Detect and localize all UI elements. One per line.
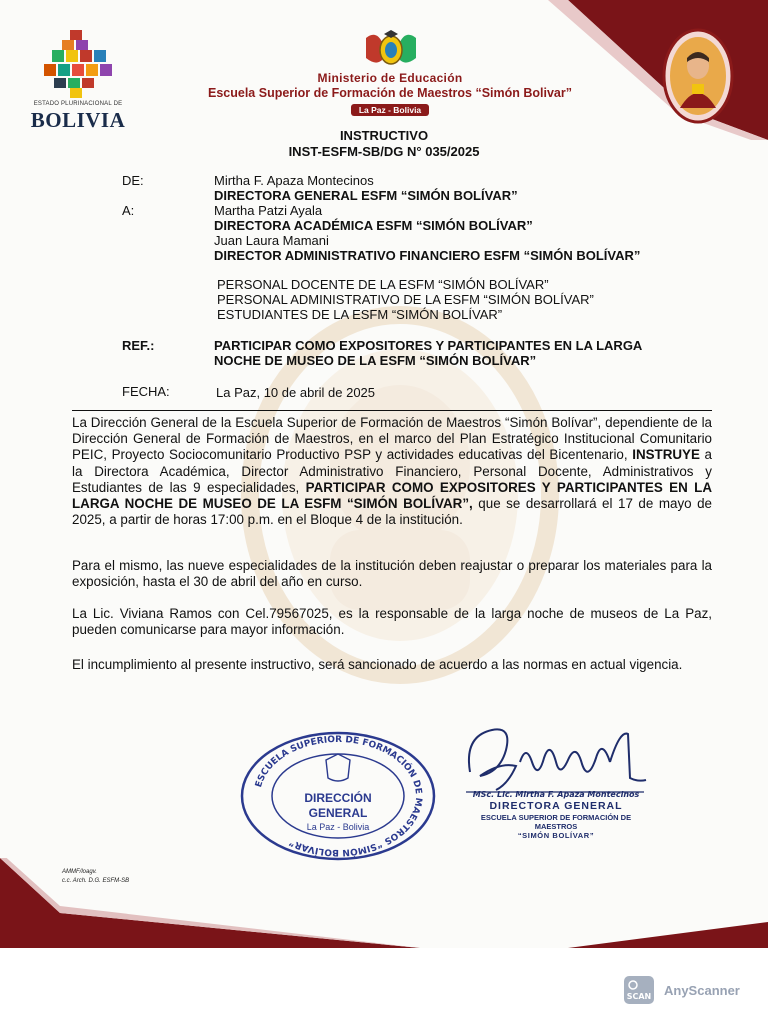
a-group-3: ESTUDIANTES DE LA ESFM “SIMÓN BOLÍVAR” [217,307,503,322]
document-title: INSTRUCTIVO [339,128,429,143]
a-role-1: DIRECTORA ACADÉMICA ESFM “SIMÓN BOLÍVAR” [214,218,533,233]
signer-name: MSc. Lic. Mirtha F. Apaza Montecinos [472,790,640,799]
body-paragraph-2: Para el mismo, las nueve especialidades de la institución deben reajustar o preparar los materiales para la exposición, hasta el 30 de abril del año en curso. [72,558,712,590]
a-group-1: PERSONAL DOCENTE DE LA ESFM “SIMÓN BOLÍVAR” [217,277,549,292]
p1-details: que se desarrollará el 17 de mayo de 2025, a partir de horas 17:00 p.m. en el Bloque 4 de la institución. [72,496,712,528]
signer-role: DIRECTORA GENERAL [489,800,623,812]
ref-label: REF.: [122,338,155,353]
signer-org-2: “SIMÓN BOLÍVAR” [517,831,595,840]
footnote-initials: AMMF/loagv. [62,869,97,875]
p1-intro: La Dirección General de la Escuela Superior de Formación de Maestros “Simón Bolívar”, dependiente de la Dirección General de Formación de Maestros, en el marco del Plan Estratégico Institucional Comunitario PEIC, Proyecto Sociocomunitario Productivo PSP y actividades educativas del Bicentenario, [72,415,712,463]
direccion-general-stamp [238,730,438,862]
simon-bolivar-portrait-seal [662,28,734,124]
location-badge: La Paz - Bolivia [351,104,429,116]
institution-header [160,71,620,118]
fecha-label: FECHA: [122,384,170,399]
stamp-ring-text: ESCUELA SUPERIOR DE FORMACIÓN DE MAESTROS “SIMÓN BOLÍVAR” [254,734,424,858]
body-paragraph-3: La Lic. Viviana Ramos con Cel.79567025, es la responsable de la larga noche de museos de La Paz, pueden comunicarse para mayor información. [72,606,712,638]
document-number: INST-ESFM-SB/DG N° 035/2025 [288,144,480,159]
a-name-2: Juan Laura Mamani [214,233,329,248]
signature-block [466,790,646,840]
a-name-1: Martha Patzi Ayala [214,203,323,218]
bolivia-label: BOLIVIA [30,108,126,132]
ref-line-2: NOCHE DE MUSEO DE LA ESFM “SIMÓN BOLÍVAR” [214,353,537,368]
p1-instruye: INSTRUYE [632,447,700,463]
stamp-center-2: GENERAL [308,806,368,820]
school-name: Escuela Superior de Formación de Maestros “Simón Bolivar” [208,86,572,100]
scanner-app-name: AnyScanner [664,982,740,998]
corner-decoration-bottom-right [568,922,768,948]
footnote [62,868,129,886]
a-role-2: DIRECTOR ADMINISTRATIVO FINANCIERO ESFM “SIMÓN BOLÍVAR” [214,248,641,263]
stamp-center-3: La Paz - Bolivia [306,822,370,832]
signer-org: ESCUELA SUPERIOR DE FORMACIÓN DE MAESTROS [480,813,632,831]
bolivia-mosaic-icon [40,30,114,100]
estado-label: ESTADO PLURINACIONAL DE [33,101,123,107]
body-paragraph-4: El incumplimiento al presente instructivo, será sancionado de acuerdo a las normas en actual vigencia. [72,657,683,672]
p1-recipients: a la Directora Académica, Director Administrativo Financiero, Personal Docente, Administrativos y Estudiantes de las 9 especialidades, [72,447,712,495]
coat-of-arms-icon [362,30,420,70]
scanner-app-icon [624,976,654,1004]
p1-directive: PARTICIPAR COMO EXPOSITORES Y PARTICIPANTES EN LA LARGA NOCHE DE MUSEO DE LA ESFM “SIMÓN BOLÍVAR”, [72,479,712,512]
scanner-icon-label: SCAN [626,992,652,1001]
ref-line-1: PARTICIPAR COMO EXPOSITORES Y PARTICIPANTES EN LA LARGA [214,338,643,353]
de-role: DIRECTORA GENERAL ESFM “SIMÓN BOLÍVAR” [214,188,518,203]
footnote-cc: c.c. Arch. D.G. ESFM-SB [62,878,130,884]
fecha-value: La Paz, 10 de abril de 2025 [216,385,376,400]
anyscanner-badge [624,976,740,1004]
a-group-2: PERSONAL ADMINISTRATIVO DE LA ESFM “SIMÓN BOLÍVAR” [217,292,594,307]
bolivia-logo [30,30,126,130]
de-name: Mirtha F. Apaza Montecinos [214,173,374,188]
stamp-center-1: DIRECCIÓN [304,791,372,805]
body-paragraph-1 [72,415,712,528]
ministry-name: Ministerio de Educación [317,71,463,85]
separator-rule [72,410,712,411]
a-label: A: [122,203,135,218]
de-label: DE: [122,173,144,188]
